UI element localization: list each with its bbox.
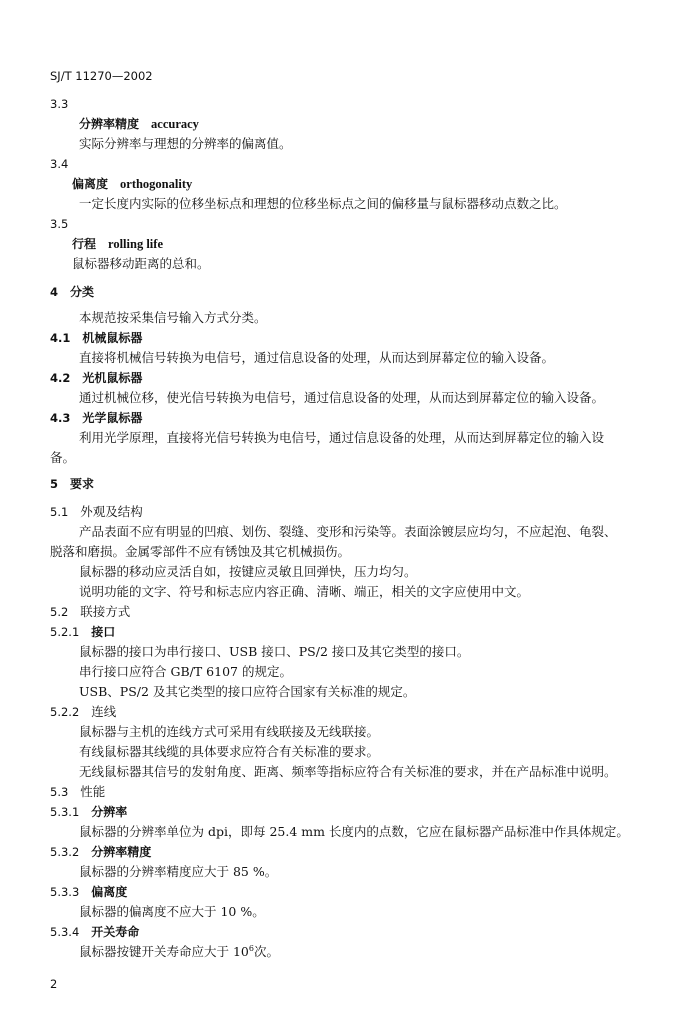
term-heading xyxy=(79,116,199,132)
paragraph-line: 脱落和磨损。金属零部件不应有锈蚀及其它机械损伤。 xyxy=(50,544,351,559)
section-title: 分类 xyxy=(70,285,95,299)
section-number: 4 xyxy=(50,285,59,299)
paragraph-line: 无线鼠标器其信号的发射角度、距离、频率等指标应符合有关标准的要求，并在产品标准中说明。 xyxy=(79,764,617,779)
subsection-title: 外观及结构 xyxy=(80,504,143,519)
paragraph-line: 有线鼠标器其线缆的具体要求应符合有关标准的要求。 xyxy=(79,744,380,759)
clause-number: 5.2.2 xyxy=(50,705,80,719)
paragraph-line: 备。 xyxy=(50,450,76,465)
paragraph-line: 串行接口应符合 GB/T 6107 的规定。 xyxy=(79,664,292,679)
standard-number: SJ/T 11270—2002 xyxy=(50,69,153,83)
clause-heading xyxy=(50,884,127,900)
clause-number: 5.3.3 xyxy=(50,885,80,899)
clause-number: 5.3.2 xyxy=(50,845,80,859)
page-number: 2 xyxy=(50,977,58,991)
subsection-title: 性能 xyxy=(80,784,106,799)
clause-heading xyxy=(50,624,115,640)
term-en: accuracy xyxy=(151,117,199,131)
subsection-heading xyxy=(50,604,130,620)
subsection-number: 4.1 xyxy=(50,331,71,345)
subsection-number: 5.3 xyxy=(50,785,69,799)
term-definition: 鼠标器移动距离的总和。 xyxy=(72,256,210,271)
clause-title: 连线 xyxy=(91,704,117,719)
term-en: orthogonality xyxy=(120,177,193,191)
clause-heading xyxy=(50,704,116,720)
paragraph-line: 鼠标器的偏离度不应大于 10 %。 xyxy=(79,904,265,919)
clause-number: 5.2.1 xyxy=(50,625,80,639)
term-en: rolling life xyxy=(108,237,163,251)
term-zh: 偏离度 xyxy=(72,177,109,191)
subsection-heading xyxy=(50,330,142,346)
subsection-number: 5.1 xyxy=(50,505,69,519)
paragraph-line: 鼠标器的移动应灵活自如，按键应灵敏且回弹快，压力均匀。 xyxy=(79,564,417,579)
section-heading xyxy=(50,476,94,492)
subsection-title: 机械鼠标器 xyxy=(82,331,143,345)
subsection-title: 联接方式 xyxy=(80,604,131,619)
subsection-heading xyxy=(50,410,142,426)
paragraph-line: 鼠标器与主机的连线方式可采用有线联接及无线联接。 xyxy=(79,724,380,739)
clause-heading xyxy=(50,804,127,820)
term-heading xyxy=(72,176,192,192)
term-zh: 分辨率精度 xyxy=(79,117,140,131)
section-intro: 本规范按采集信号输入方式分类。 xyxy=(79,310,267,325)
text-run: 鼠标器按键开关寿命应大于 10 xyxy=(79,944,249,959)
clause-title: 开关寿命 xyxy=(91,925,140,939)
paragraph-line: 利用光学原理，直接将光信号转换为电信号，通过信息设备的处理，从而达到屏幕定位的输入设 xyxy=(79,430,605,445)
paragraph-line: 产品表面不应有明显的凹痕、划伤、裂缝、变形和污染等。表面涂镀层应均匀，不应起泡、龟裂、 xyxy=(79,524,617,539)
subsection-title: 光学鼠标器 xyxy=(82,411,143,425)
paragraph-line: 说明功能的文字、符号和标志应内容正确、清晰、端正，相关的文字应使用中文。 xyxy=(79,584,530,599)
paragraph-line: 鼠标器的分辨率单位为 dpi，即每 25.4 mm 长度内的点数，它应在鼠标器产品标准中作具体规定。 xyxy=(79,824,629,839)
paragraph-line: 鼠标器的接口为串行接口、USB 接口、PS/2 接口及其它类型的接口。 xyxy=(79,644,470,659)
subsection-heading xyxy=(50,370,142,386)
subsection-number: 4.2 xyxy=(50,371,71,385)
paragraph-line: 直接将机械信号转换为电信号，通过信息设备的处理，从而达到屏幕定位的输入设备。 xyxy=(79,350,555,365)
subsection-heading xyxy=(50,504,143,520)
section-heading xyxy=(50,284,94,300)
clause-title: 偏离度 xyxy=(91,885,128,899)
clause-heading xyxy=(50,924,139,940)
subsection-heading xyxy=(50,784,105,800)
term-number: 3.4 xyxy=(50,157,69,171)
subsection-title: 光机鼠标器 xyxy=(82,371,143,385)
term-heading xyxy=(72,236,163,252)
paragraph-line: 鼠标器的分辨率精度应大于 85 %。 xyxy=(79,864,278,879)
paragraph-line xyxy=(79,944,279,960)
section-title: 要求 xyxy=(70,477,95,491)
superscript: 6 xyxy=(248,943,254,953)
paragraph-line: USB、PS/2 及其它类型的接口应符合国家有关标准的规定。 xyxy=(79,684,416,699)
term-definition: 实际分辨率与理想的分辨率的偏离值。 xyxy=(79,136,292,151)
clause-title: 接口 xyxy=(91,625,116,639)
subsection-number: 5.2 xyxy=(50,605,69,619)
clause-number: 5.3.4 xyxy=(50,925,80,939)
term-number: 3.5 xyxy=(50,217,69,231)
clause-title: 分辨率精度 xyxy=(91,845,152,859)
term-definition: 一定长度内实际的位移坐标点和理想的位移坐标点之间的偏移量与鼠标器移动点数之比。 xyxy=(79,196,567,211)
term-number: 3.3 xyxy=(50,97,69,111)
clause-title: 分辨率 xyxy=(91,805,128,819)
subsection-number: 4.3 xyxy=(50,411,71,425)
term-zh: 行程 xyxy=(72,237,97,251)
text-run: 次。 xyxy=(253,944,279,959)
clause-heading xyxy=(50,844,151,860)
paragraph-line: 通过机械位移，使光信号转换为电信号，通过信息设备的处理，从而达到屏幕定位的输入设备。 xyxy=(79,390,605,405)
section-number: 5 xyxy=(50,477,59,491)
clause-number: 5.3.1 xyxy=(50,805,80,819)
